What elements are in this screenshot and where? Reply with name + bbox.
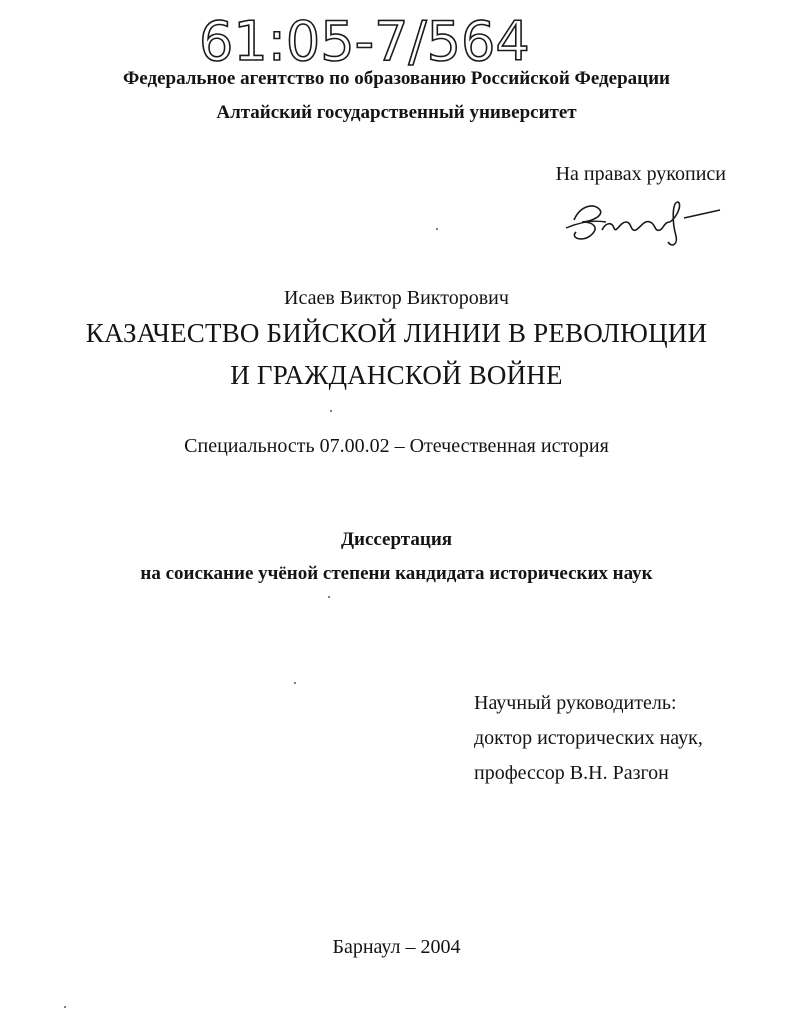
- dissertation-type: Диссертация: [340, 529, 453, 550]
- author-name: Исаев Виктор Викторович: [284, 287, 509, 309]
- city-year: Барнаул – 2004: [332, 936, 461, 958]
- agency-name: Федеральное агентство по образованию Российской Федерации: [122, 68, 670, 89]
- signature-icon: [560, 192, 730, 252]
- archive-number-text: 61:05-7/564: [199, 10, 530, 68]
- scan-speck: [294, 682, 296, 684]
- dissertation-title-line-2: И ГРАЖДАНСКОЙ ВОЙНЕ: [230, 360, 563, 390]
- scan-speck: [436, 228, 438, 230]
- handwritten-archive-number: [195, 6, 615, 68]
- university-name: Алтайский государственный университет: [216, 102, 577, 123]
- manuscript-note: На правах рукописи: [555, 163, 726, 185]
- scan-speck: [330, 410, 332, 412]
- supervisor-name: профессор В.Н. Разгон: [474, 762, 669, 784]
- scan-speck: [328, 596, 330, 598]
- degree-sought: на соискание учёной степени кандидата исторических наук: [140, 563, 653, 584]
- specialty: Специальность 07.00.02 – Отечественная история: [184, 435, 609, 457]
- supervisor-block: [474, 686, 703, 791]
- supervisor-label: Научный руководитель:: [474, 692, 677, 714]
- dissertation-title-line-1: КАЗАЧЕСТВО БИЙСКОЙ ЛИНИИ В РЕВОЛЮЦИИ: [85, 318, 708, 348]
- scan-speck: [64, 1006, 66, 1008]
- supervisor-degree: доктор исторических наук,: [474, 727, 703, 749]
